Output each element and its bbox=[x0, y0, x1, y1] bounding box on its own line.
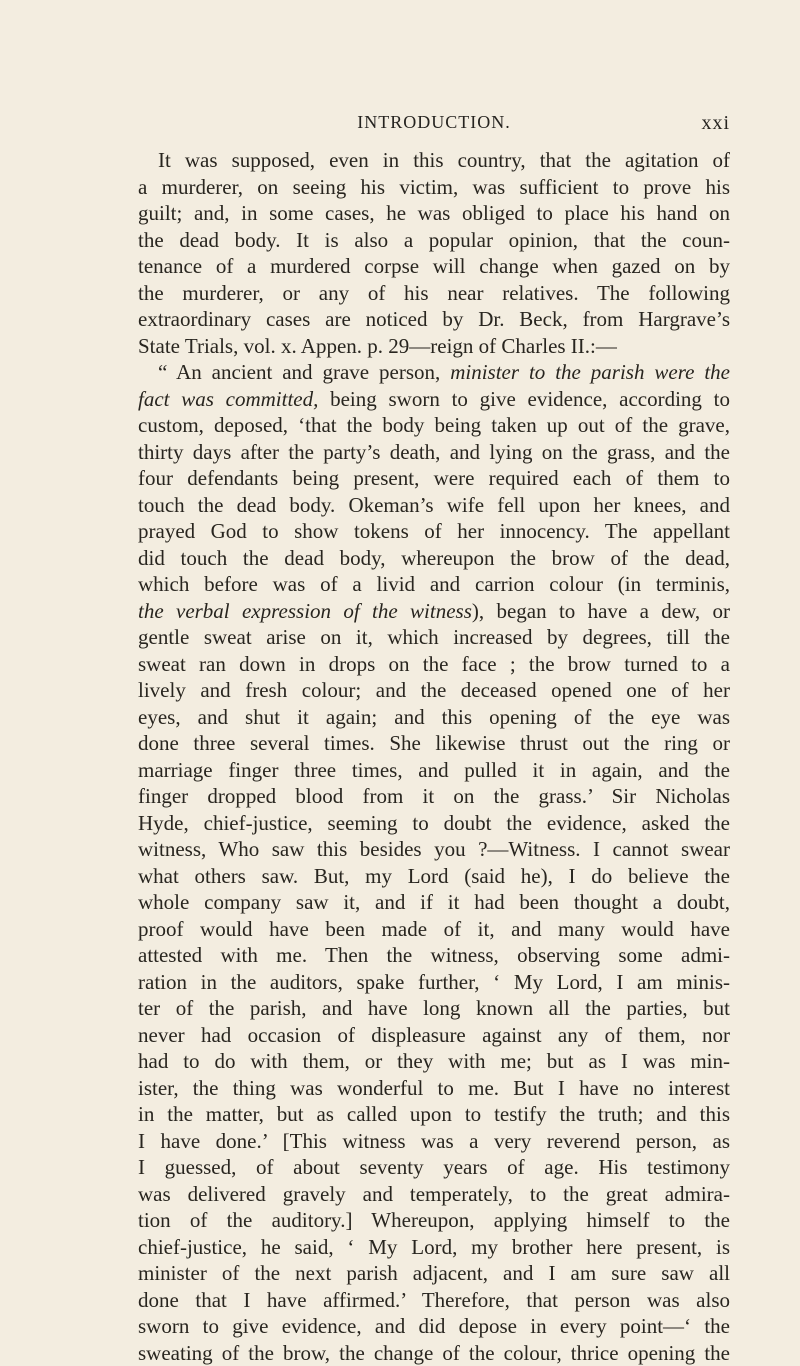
text-run: done that I have affirmed.’ Therefore, that person was also bbox=[138, 1288, 730, 1312]
text-run: It was supposed, even in this country, that the agitation of bbox=[158, 148, 730, 172]
text-run: the murderer, or any of his near relatives. The following bbox=[138, 281, 730, 305]
text-run: prayed God to show tokens of her innocency. The appellant bbox=[138, 519, 730, 543]
text-line bbox=[138, 942, 730, 969]
text-run: sweating of the brow, the change of the colour, thrice opening the bbox=[138, 1341, 730, 1365]
text-run: witness, Who saw this besides you ?—Witness. I cannot swear bbox=[138, 837, 730, 861]
text-run: which before was of a livid and carrion colour (in terminis, bbox=[138, 572, 730, 596]
text-line bbox=[138, 1207, 730, 1234]
text-run: being sworn to give evidence, according to bbox=[318, 387, 730, 411]
text-run: ister, the thing was wonderful to me. But I have no interest bbox=[138, 1076, 730, 1100]
text-run: guilt; and, in some cases, he was obliged to place his hand on bbox=[138, 201, 730, 225]
text-run: four defendants being present, were required each of them to bbox=[138, 466, 730, 490]
text-line bbox=[138, 1048, 730, 1075]
text-line bbox=[138, 1154, 730, 1181]
text-line bbox=[138, 174, 730, 201]
text-line bbox=[138, 783, 730, 810]
text-line bbox=[138, 889, 730, 916]
italic-text: the verbal expression of the witness bbox=[138, 599, 472, 623]
text-line bbox=[138, 1128, 730, 1155]
text-run: ), began to have a dew, or bbox=[472, 599, 730, 623]
text-run: marriage finger three times, and pulled it in again, and the bbox=[138, 758, 730, 782]
text-run: did touch the dead body, whereupon the brow of the dead, bbox=[138, 546, 730, 570]
text-run: attested with me. Then the witness, observing some admi- bbox=[138, 943, 730, 967]
text-run: sweat ran down in drops on the face ; the brow turned to a bbox=[138, 652, 730, 676]
text-line bbox=[138, 1260, 730, 1287]
text-line bbox=[138, 810, 730, 837]
text-run: thirty days after the party’s death, and lying on the grass, and the bbox=[138, 440, 730, 464]
text-line bbox=[138, 730, 730, 757]
italic-text: fact was committed, bbox=[138, 387, 318, 411]
text-run: done three several times. She likewise thrust out the ring or bbox=[138, 731, 730, 755]
text-run: ration in the auditors, spake further, ‘ My Lord, I am minis- bbox=[138, 970, 730, 994]
text-line bbox=[138, 147, 730, 174]
text-run: the dead body. It is also a popular opinion, that the coun- bbox=[138, 228, 730, 252]
text-run: “ An ancient and grave person, bbox=[158, 360, 450, 384]
body-text bbox=[138, 147, 730, 1366]
running-title: INTRODUCTION. bbox=[138, 112, 730, 133]
text-line bbox=[138, 598, 730, 625]
text-line bbox=[138, 253, 730, 280]
text-run: a murderer, on seeing his victim, was sufficient to prove his bbox=[138, 175, 730, 199]
text-line bbox=[138, 1234, 730, 1261]
text-run: I have done.’ [This witness was a very reverend person, as bbox=[138, 1129, 730, 1153]
text-line bbox=[138, 465, 730, 492]
text-run: extraordinary cases are noticed by Dr. Beck, from Hargrave’s bbox=[138, 307, 730, 331]
text-line bbox=[138, 200, 730, 227]
text-run: gentle sweat arise on it, which increased by degrees, till the bbox=[138, 625, 730, 649]
text-line bbox=[138, 333, 730, 360]
text-line bbox=[138, 439, 730, 466]
text-line bbox=[138, 757, 730, 784]
text-line bbox=[138, 969, 730, 996]
text-line bbox=[138, 1313, 730, 1340]
text-line bbox=[138, 306, 730, 333]
text-line bbox=[138, 651, 730, 678]
italic-text: minister to the parish were the bbox=[450, 360, 730, 384]
text-line bbox=[138, 1075, 730, 1102]
text-line bbox=[138, 412, 730, 439]
text-line bbox=[138, 227, 730, 254]
text-line bbox=[138, 863, 730, 890]
text-line bbox=[138, 492, 730, 519]
text-run: never had occasion of displeasure against any of them, nor bbox=[138, 1023, 730, 1047]
text-run: minister of the next parish adjacent, and I am sure saw all bbox=[138, 1261, 730, 1285]
text-line bbox=[138, 836, 730, 863]
text-line bbox=[138, 677, 730, 704]
text-line bbox=[138, 624, 730, 651]
text-run: lively and fresh colour; and the deceased opened one of her bbox=[138, 678, 730, 702]
text-line bbox=[138, 916, 730, 943]
text-run: had to do with them, or they with me; but as I was min- bbox=[138, 1049, 730, 1073]
text-run: chief-justice, he said, ‘ My Lord, my brother here present, is bbox=[138, 1235, 730, 1259]
running-head bbox=[138, 112, 730, 138]
text-line bbox=[138, 545, 730, 572]
text-line bbox=[138, 386, 730, 413]
text-run: was delivered gravely and temperately, to the great admira- bbox=[138, 1182, 730, 1206]
text-line bbox=[138, 1181, 730, 1208]
text-run: tion of the auditory.] Whereupon, applying himself to the bbox=[138, 1208, 730, 1232]
text-line bbox=[138, 1287, 730, 1314]
text-run: what others saw. But, my Lord (said he), I do believe the bbox=[138, 864, 730, 888]
text-run: ter of the parish, and have long known all the parties, but bbox=[138, 996, 730, 1020]
text-line bbox=[138, 704, 730, 731]
text-run: I guessed, of about seventy years of age. His testimony bbox=[138, 1155, 730, 1179]
text-line bbox=[138, 1022, 730, 1049]
text-run: tenance of a murdered corpse will change when gazed on by bbox=[138, 254, 730, 278]
text-run: proof would have been made of it, and many would have bbox=[138, 917, 730, 941]
text-line bbox=[138, 571, 730, 598]
text-line bbox=[138, 280, 730, 307]
text-line bbox=[138, 359, 730, 386]
text-run: finger dropped blood from it on the grass.’ Sir Nicholas bbox=[138, 784, 730, 808]
text-run: eyes, and shut it again; and this opening of the eye was bbox=[138, 705, 730, 729]
page-number: xxi bbox=[701, 112, 730, 135]
text-run: in the matter, but as called upon to testify the truth; and this bbox=[138, 1102, 730, 1126]
text-run: whole company saw it, and if it had been thought a doubt, bbox=[138, 890, 730, 914]
text-line bbox=[138, 1101, 730, 1128]
text-run: custom, deposed, ‘that the body being taken up out of the grave, bbox=[138, 413, 730, 437]
text-run: Hyde, chief-justice, seeming to doubt the evidence, asked the bbox=[138, 811, 730, 835]
text-line bbox=[138, 518, 730, 545]
text-run: touch the dead body. Okeman’s wife fell upon her knees, and bbox=[138, 493, 730, 517]
text-run: State Trials, vol. x. Appen. p. 29—reign of Charles II.:— bbox=[138, 334, 617, 358]
text-run: sworn to give evidence, and did depose in every point—‘ the bbox=[138, 1314, 730, 1338]
text-line bbox=[138, 1340, 730, 1366]
text-line bbox=[138, 995, 730, 1022]
